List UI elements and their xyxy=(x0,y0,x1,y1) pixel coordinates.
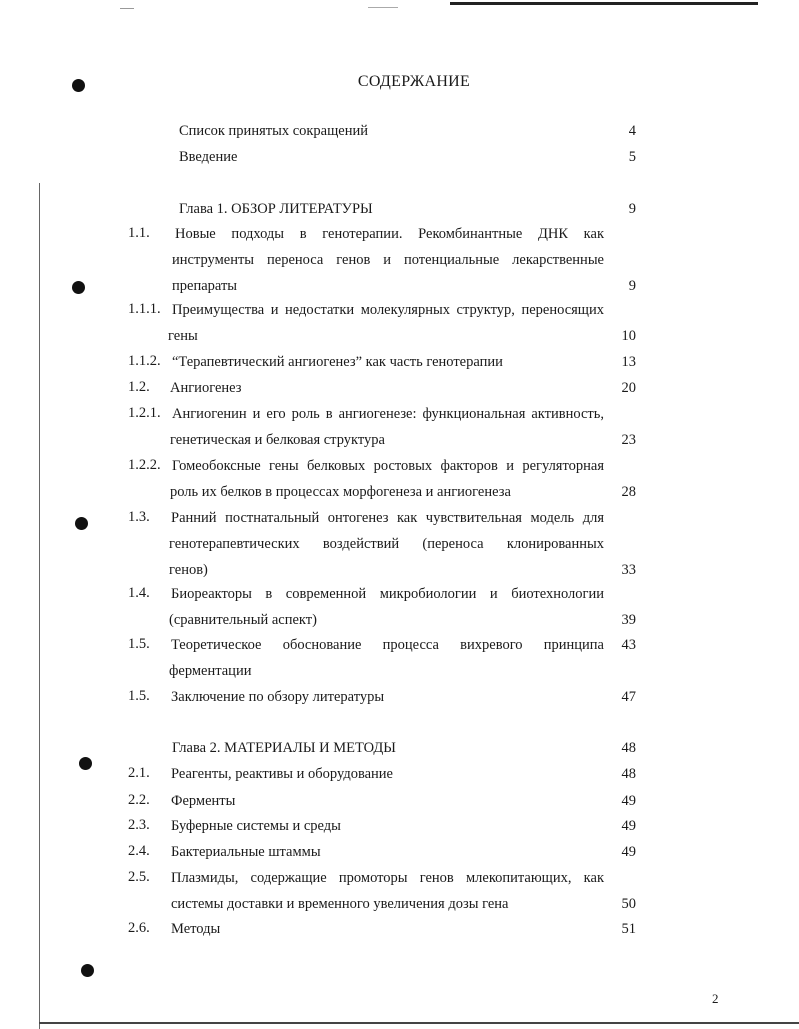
toc-entry-page: 23 xyxy=(621,432,636,448)
toc-entry-text: инструменты переноса генов и потенциальные лекарственные xyxy=(172,252,604,268)
page-title: СОДЕРЖАНИЕ xyxy=(357,73,471,90)
toc-entry-page: 49 xyxy=(621,793,636,809)
toc-entry-number: 1.2.2. xyxy=(128,457,161,473)
page-number: 2 xyxy=(712,991,719,1006)
toc-entry-page: 48 xyxy=(621,766,636,782)
toc-entry-text: генотерапевтических воздействий (переноса клонированных xyxy=(169,536,604,552)
toc-entry-text: Гомеобоксные гены белковых ростовых факторов и регуляторная xyxy=(172,458,604,474)
binder-hole-2 xyxy=(72,281,85,294)
toc-entry-text: Новые подходы в генотерапии. Рекомбинантные ДНК как xyxy=(175,226,604,242)
toc-entry-page: 39 xyxy=(621,612,636,628)
toc-entry-text: Плазмиды, содержащие промоторы генов млекопитающих, как xyxy=(171,870,604,886)
toc-entry-page: 48 xyxy=(621,740,636,756)
toc-entry-text: Ангиогенин и его роль в ангиогенезе: функциональная активность, xyxy=(172,406,604,422)
toc-entry-number: 1.1.1. xyxy=(128,301,161,317)
toc-entry-text: Бактериальные штаммы xyxy=(171,844,321,860)
toc-entry-text: Ангиогенез xyxy=(170,380,242,396)
toc-entry-text: роль их белков в процессах морфогенеза и ангиогенеза xyxy=(170,484,511,500)
toc-entry-number: 1.1. xyxy=(128,225,150,241)
scan-edge-bottom xyxy=(39,1022,799,1024)
toc-entry-text: Теоретическое обоснование процесса вихревого принципа xyxy=(171,637,604,653)
toc-entry-number: 1.5. xyxy=(128,636,150,652)
toc-entry-text: Глава 2. МАТЕРИАЛЫ И МЕТОДЫ xyxy=(172,740,396,756)
scan-edge-top-mid xyxy=(368,7,398,8)
binder-hole-5 xyxy=(81,964,94,977)
toc-entry-page: 47 xyxy=(621,689,636,705)
toc-entry-number: 1.2. xyxy=(128,379,150,395)
toc-entry-page: 51 xyxy=(621,921,636,937)
toc-entry-number: 1.4. xyxy=(128,585,150,601)
toc-entry-text: Глава 1. ОБЗОР ЛИТЕРАТУРЫ xyxy=(179,201,373,217)
binder-hole-3 xyxy=(75,517,88,530)
toc-entry-number: 2.6. xyxy=(128,920,150,936)
toc-entry-text: Методы xyxy=(171,921,221,937)
toc-entry-number: 1.2.1. xyxy=(128,405,161,421)
toc-entry-text: Реагенты, реактивы и оборудование xyxy=(171,766,393,782)
toc-entry-number: 2.5. xyxy=(128,869,150,885)
toc-entry-page: 9 xyxy=(628,201,636,217)
toc-entry-number: 2.1. xyxy=(128,765,150,781)
toc-entry-number: 1.1.2. xyxy=(128,353,161,369)
toc-entry-page: 49 xyxy=(621,818,636,834)
toc-entry-page: 10 xyxy=(621,328,636,344)
toc-entry-page: 43 xyxy=(621,637,636,653)
toc-entry-text: генов) xyxy=(169,562,208,578)
scan-edge-left xyxy=(39,183,40,1029)
toc-entry-number: 2.3. xyxy=(128,817,150,833)
toc-entry-text: Ранний постнатальный онтогенез как чувствительная модель для xyxy=(171,510,604,526)
toc-entry-page: 20 xyxy=(621,380,636,396)
toc-entry-page: 50 xyxy=(621,896,636,912)
toc-entry-number: 1.5. xyxy=(128,688,150,704)
toc-entry-text: Список принятых сокращений xyxy=(179,123,368,139)
toc-entry-page: 4 xyxy=(628,123,636,139)
toc-entry-text: препараты xyxy=(172,278,238,294)
toc-entry-page: 5 xyxy=(628,149,636,165)
toc-entry-page: 28 xyxy=(621,484,636,500)
toc-entry-page: 33 xyxy=(621,562,636,578)
scan-edge-top-left xyxy=(120,8,134,9)
toc-entry-text: Введение xyxy=(179,149,238,165)
toc-entry-text: “Терапевтический ангиогенез” как часть генотерапии xyxy=(172,354,503,370)
toc-entry-page: 49 xyxy=(621,844,636,860)
toc-entry-text: (сравнительный аспект) xyxy=(169,612,317,628)
toc-entry-number: 2.4. xyxy=(128,843,150,859)
toc-entry-text: системы доставки и временного увеличения дозы гена xyxy=(171,896,509,912)
toc-entry-number: 2.2. xyxy=(128,792,150,808)
toc-entry-text: Биореакторы в современной микробиологии и биотехнологии xyxy=(171,586,604,602)
binder-hole-4 xyxy=(79,757,92,770)
toc-entry-page: 9 xyxy=(628,278,636,294)
toc-entry-text: гены xyxy=(168,328,198,344)
toc-entry-page: 13 xyxy=(621,354,636,370)
toc-entry-text: Ферменты xyxy=(171,793,236,809)
toc-entry-number: 1.3. xyxy=(128,509,150,525)
toc-entry-text: генетическая и белковая структура xyxy=(170,432,385,448)
toc-entry-text: Заключение по обзору литературы xyxy=(171,689,385,705)
scan-edge-top-right xyxy=(450,2,758,5)
toc-entry-text: ферментации xyxy=(169,663,252,679)
toc-entry-text: Преимущества и недостатки молекулярных структур, переносящих xyxy=(172,302,604,318)
toc-entry-text: Буферные системы и среды xyxy=(171,818,341,834)
